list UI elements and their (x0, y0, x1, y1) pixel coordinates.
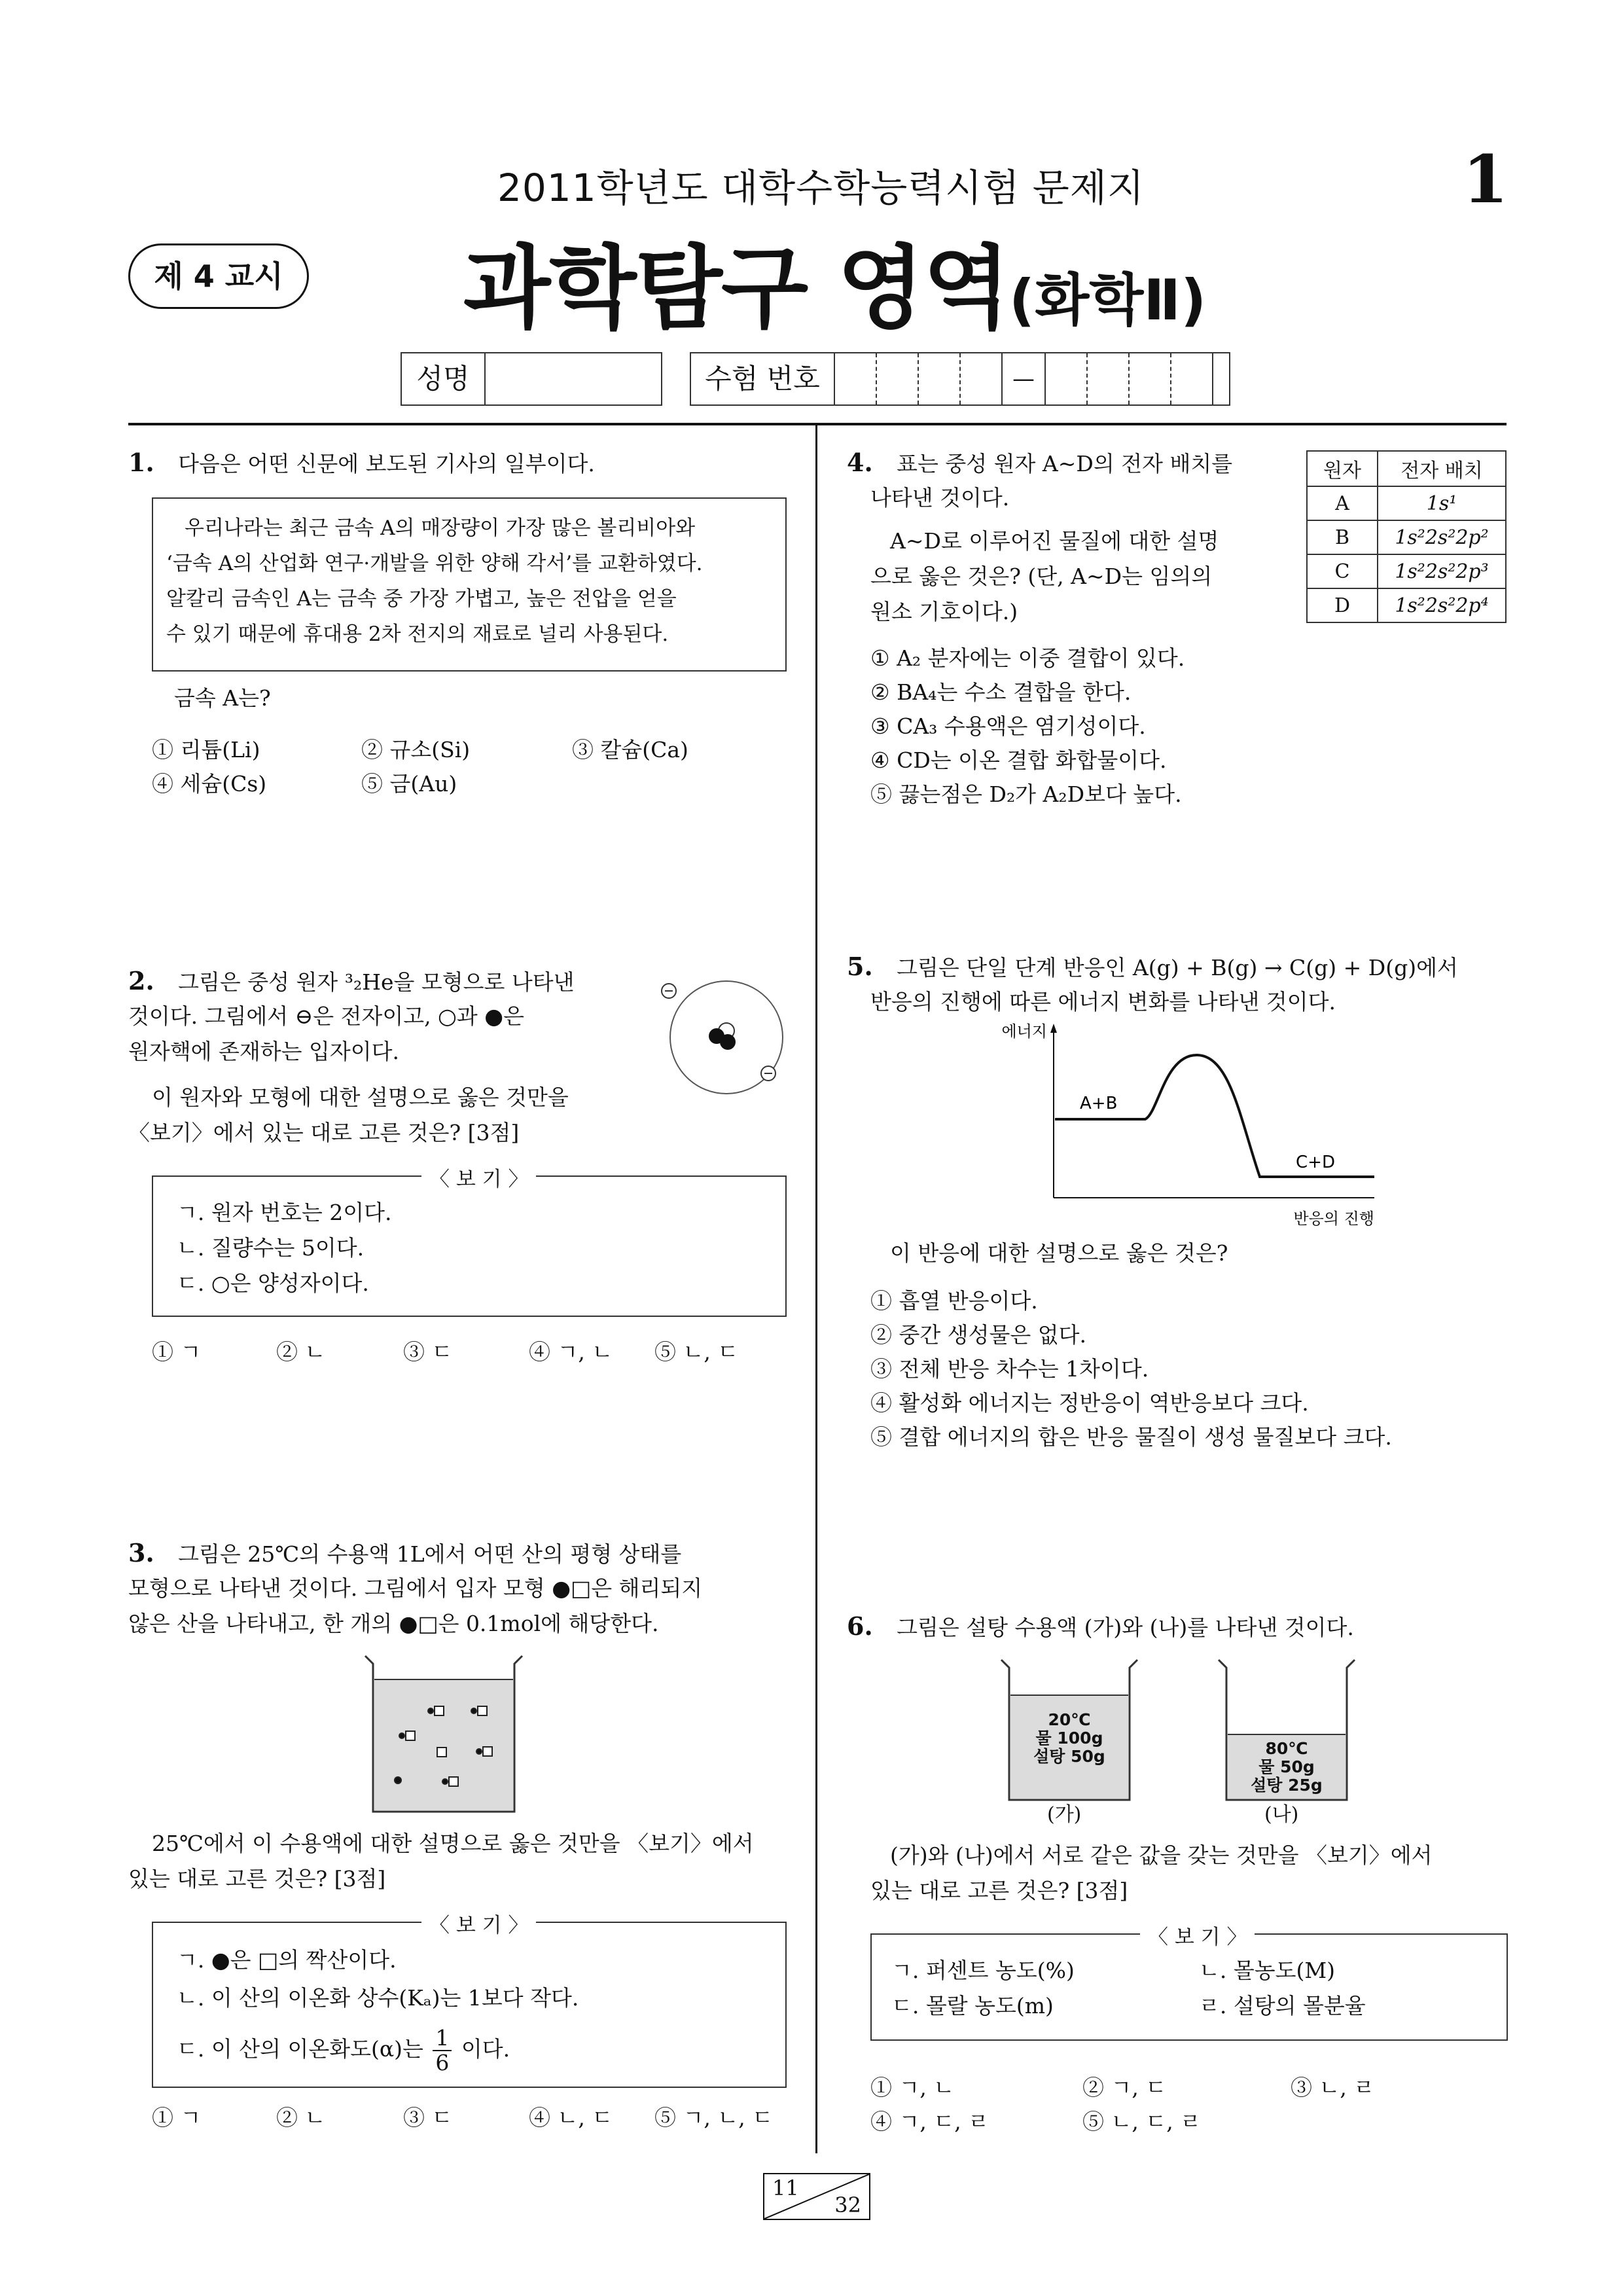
current-page: 11 (772, 2176, 799, 2200)
table-cell: C (1307, 554, 1378, 588)
q3-line-2: 모형으로 나타낸 것이다. 그림에서 입자 모형 ●□은 해리되지 (128, 1575, 703, 1601)
q2-bogi-item: ㄴ. 질량수는 5이다. (177, 1235, 365, 1261)
q3-bogi-item-fraction (177, 2026, 510, 2075)
q5-option-1[interactable]: ① 흡열 반응이다. (870, 1288, 1038, 1314)
q1-stem (128, 445, 595, 482)
q6-question-2: 있는 대로 고른 것은? [3점] (870, 1878, 1128, 1903)
beaker-b-temp: 80℃ (1265, 1739, 1308, 1758)
table-header: 원자 (1307, 451, 1378, 486)
exam-dash-cell: — (1003, 353, 1046, 404)
reactant-label: A+B (1080, 1094, 1118, 1113)
q1-option-3[interactable]: ③ 칼슘(Ca) (572, 737, 688, 762)
beaker-b-label: (나) (1264, 1803, 1299, 1826)
q3-option-1[interactable]: ① ㄱ (152, 2105, 202, 2130)
q4-line-2: 나타낸 것이다. (870, 485, 1010, 511)
beaker-b-water: 물 50g (1258, 1757, 1315, 1776)
beaker-b-sugar: 설탕 25g (1251, 1776, 1323, 1795)
q2-option-2[interactable]: ② ㄴ (276, 1339, 326, 1365)
name-field[interactable] (401, 352, 662, 406)
q6-bogi-item: ㄹ. 설탕의 몰분율 (1199, 1993, 1366, 2018)
q4-option-1[interactable]: ① A₂ 분자에는 이중 결합이 있다. (870, 645, 1185, 671)
q2-bogi-item: ㄷ. ○은 양성자이다. (177, 1270, 369, 1296)
beaker-a-temp: 20℃ (1048, 1710, 1091, 1729)
subject-title (463, 216, 1206, 346)
q6-option-2[interactable]: ② ㄱ, ㄷ (1082, 2075, 1167, 2100)
q6-option-4[interactable]: ④ ㄱ, ㄷ, ㄹ (870, 2109, 990, 2134)
q5-text: 그림은 단일 단계 반응인 A(g) + B(g) → C(g) + D(g)에서 (897, 955, 1458, 980)
electron-config-table (1306, 450, 1507, 623)
q6-bogi-item: ㄷ. 몰랄 농도(m) (891, 1993, 1054, 2018)
subject-sub: (화학Ⅱ) (1008, 268, 1207, 333)
q1-option-1[interactable]: ① 리튬(Li) (152, 737, 260, 762)
q1-number: 1. (128, 448, 154, 477)
table-cell: 1s¹ (1378, 486, 1506, 520)
q6-bogi-box (870, 1926, 1508, 2041)
table-cell: 1s²2s²2p² (1378, 520, 1506, 554)
q4-question-1: A~D로 이루어진 물질에 대한 설명 (890, 528, 1219, 554)
q5-option-2[interactable]: ② 중간 생성물은 없다. (870, 1322, 1086, 1348)
q1-article-line: 수 있기 때문에 휴대용 2차 전지의 재료로 널리 사용된다. (166, 622, 669, 646)
beaker-a-contents (1010, 1711, 1128, 1766)
q4-question-2: 으로 옳은 것은? (단, A~D는 임의의 (870, 564, 1213, 589)
table-header: 전자 배치 (1378, 451, 1506, 486)
q3-bogi-item: ㄱ. ●은 □의 짝산이다. (177, 1947, 397, 1973)
table-cell: D (1307, 588, 1378, 622)
q2-line-1 (128, 963, 575, 1000)
helium-atom-model (654, 975, 798, 1100)
period-label: 제 4 교시 (154, 259, 283, 294)
beaker-a-water: 물 100g (1035, 1729, 1103, 1748)
q2-bogi-item: ㄱ. 원자 번호는 2이다. (177, 1200, 392, 1225)
q6-stem (847, 1609, 1354, 1645)
product-label: C+D (1296, 1153, 1335, 1172)
q5-option-3[interactable]: ③ 전체 반응 차수는 1차이다. (870, 1356, 1149, 1382)
q6-bogi-title: 〈 보 기 〉 (1140, 1920, 1255, 1950)
q1-option-4[interactable]: ④ 세슘(Cs) (152, 771, 267, 797)
exam-number-field[interactable] (690, 352, 1230, 406)
q2-question-2: 〈보기〉에서 있는 대로 고른 것은? [3점] (128, 1120, 520, 1145)
q2-option-5[interactable]: ⑤ ㄴ, ㄷ (654, 1339, 739, 1365)
q2-question-1: 이 원자와 모형에 대한 설명으로 옳은 것만을 (152, 1085, 569, 1110)
fraction (433, 2026, 452, 2075)
beaker-b-contents (1228, 1740, 1346, 1795)
q6-text: 그림은 설탕 수용액 (가)와 (나)를 나타낸 것이다. (897, 1615, 1354, 1640)
page-number: 1 (1463, 141, 1508, 218)
reaction-progress-label: 반응의 진행 (1293, 1210, 1374, 1228)
beaker-a-label: (가) (1047, 1803, 1082, 1826)
q2-option-1[interactable]: ① ㄱ (152, 1339, 202, 1365)
q2-text: 그림은 중성 원자 ³₂He을 모형으로 나타낸 (178, 969, 575, 995)
q4-text: 표는 중성 원자 A~D의 전자 배치를 (897, 451, 1233, 476)
q1-article-line: 우리나라는 최근 금속 A의 매장량이 가장 많은 볼리비아와 (185, 516, 696, 540)
q3-bogi-title: 〈 보 기 〉 (421, 1909, 536, 1938)
header-rule (128, 423, 1507, 425)
q5-question: 이 반응에 대한 설명으로 옳은 것은? (890, 1240, 1228, 1266)
q3-option-4[interactable]: ④ ㄴ, ㄷ (529, 2105, 613, 2130)
fraction-denominator: 6 (435, 2050, 450, 2075)
q2-line-3: 원자핵에 존재하는 입자이다. (128, 1039, 400, 1064)
q4-question-3: 원소 기호이다.) (870, 599, 1018, 624)
q6-option-3[interactable]: ③ ㄴ, ㄹ (1291, 2075, 1375, 2100)
fraction-tail: 이다. (461, 2036, 510, 2062)
table-cell: B (1307, 520, 1378, 554)
table-cell: 1s²2s²2p⁴ (1378, 588, 1506, 622)
q4-number: 4. (847, 448, 873, 477)
q2-line-2: 것이다. 그림에서 ⊖은 전자이고, ○과 ●은 (128, 1003, 524, 1029)
q6-option-5[interactable]: ⑤ ㄴ, ㄷ, ㄹ (1082, 2109, 1202, 2134)
q1-option-5[interactable]: ⑤ 금(Au) (361, 771, 457, 797)
exam-year-title: 2011학년도 대학수학능력시험 문제지 (497, 166, 1145, 210)
q1-article-line: 알칼리 금속인 A는 금속 중 가장 가볍고, 높은 전압을 얻을 (166, 587, 677, 611)
q5-number: 5. (847, 952, 873, 981)
q3-line-1 (128, 1535, 681, 1572)
q5-line-2: 반응의 진행에 따른 에너지 변화를 나타낸 것이다. (870, 989, 1336, 1014)
acid-beaker-model (359, 1649, 529, 1820)
q1-option-2[interactable]: ② 규소(Si) (361, 737, 471, 762)
q3-question-1: 25℃에서 이 수용액에 대한 설명으로 옳은 것만을 〈보기〉에서 (152, 1831, 754, 1856)
q6-question-1: (가)와 (나)에서 서로 같은 값을 갖는 것만을 〈보기〉에서 (890, 1842, 1433, 1868)
q5-line-1 (847, 949, 1458, 986)
q3-bogi-box (152, 1914, 787, 2088)
exam-number-label: 수험 번호 (691, 353, 835, 404)
fraction-numerator: 1 (433, 2026, 452, 2051)
page-counter (763, 2173, 870, 2220)
table-cell: 1s²2s²2p³ (1378, 554, 1506, 588)
q2-bogi-box (152, 1168, 787, 1317)
column-divider (815, 425, 817, 2153)
q3-bogi-item: ㄴ. 이 산의 이온화 상수(Kₐ)는 1보다 작다. (177, 1985, 579, 2011)
q4-option-5[interactable]: ⑤ 끓는점은 D₂가 A₂D보다 높다. (870, 781, 1182, 807)
q5-option-4[interactable]: ④ 활성화 에너지는 정반응이 역반응보다 크다. (870, 1390, 1309, 1416)
q1-text: 다음은 어떤 신문에 보도된 기사의 일부이다. (178, 451, 595, 476)
name-label: 성명 (402, 353, 486, 404)
q4-option-4[interactable]: ④ CD는 이온 결합 화합물이다. (870, 747, 1167, 773)
q6-option-1[interactable]: ① ㄱ, ㄴ (870, 2075, 955, 2100)
q3-line-3: 않은 산을 나타내고, 한 개의 ●□은 0.1mol에 해당한다. (128, 1611, 659, 1636)
q2-option-3[interactable]: ③ ㄷ (403, 1339, 453, 1365)
q3-option-5[interactable]: ⑤ ㄱ, ㄴ, ㄷ (654, 2105, 774, 2130)
energy-axis-label: 에너지 (1001, 1022, 1047, 1041)
q3-number: 3. (128, 1538, 154, 1568)
q3-text: 그림은 25℃의 수용액 1L에서 어떤 산의 평형 상태를 (178, 1541, 682, 1567)
q2-option-4[interactable]: ④ ㄱ, ㄴ (529, 1339, 613, 1365)
q4-line-1 (847, 445, 1232, 482)
q3-question-2: 있는 대로 고른 것은? [3점] (128, 1866, 386, 1892)
q6-number: 6. (847, 1611, 873, 1641)
table-cell: A (1307, 486, 1378, 520)
period-badge (128, 243, 309, 309)
q2-bogi-title: 〈 보 기 〉 (421, 1162, 536, 1192)
q3-option-3[interactable]: ③ ㄷ (403, 2105, 453, 2130)
q1-question: 금속 A는? (174, 685, 271, 711)
q1-article-box (152, 497, 787, 672)
q6-bogi-item: ㄱ. 퍼센트 농도(%) (891, 1958, 1075, 1983)
q3-option-2[interactable]: ② ㄴ (276, 2105, 326, 2130)
subject-main: 과학탐구 영역 (463, 236, 1009, 341)
energy-diagram (982, 1021, 1400, 1230)
exam-digit-cells (835, 353, 1228, 404)
q4-option-3[interactable]: ③ CA₃ 수용액은 염기성이다. (870, 713, 1146, 739)
q6-bogi-item: ㄴ. 몰농도(M) (1199, 1958, 1336, 1983)
q1-article-line: ‘금속 A의 산업화 연구·개발을 위한 양해 각서’를 교환하였다. (166, 552, 703, 575)
q4-option-2[interactable]: ② BA₄는 수소 결합을 한다. (870, 679, 1132, 705)
q2-number: 2. (128, 966, 154, 996)
beaker-a-sugar: 설탕 50g (1033, 1747, 1105, 1766)
q5-option-5[interactable]: ⑤ 결합 에너지의 합은 반응 물질이 생성 물질보다 크다. (870, 1424, 1392, 1450)
q3-bogi-item: ㄷ. 이 산의 이온화도(α)는 (177, 2036, 423, 2062)
total-pages: 32 (834, 2193, 861, 2217)
